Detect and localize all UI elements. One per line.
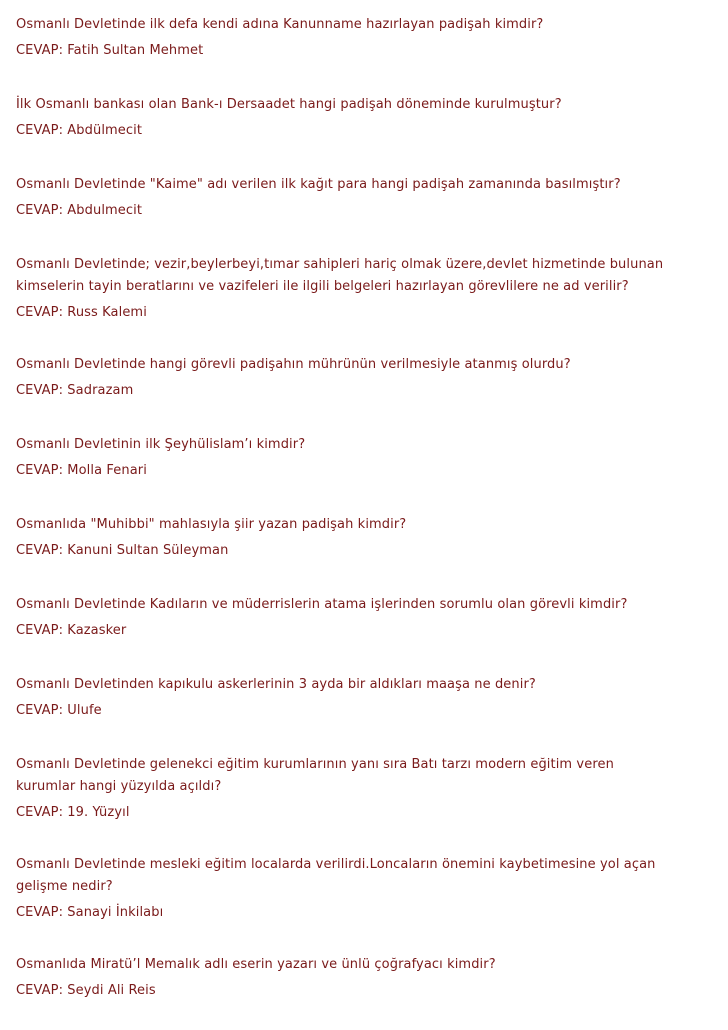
document-page [16, 0, 716, 1030]
question-line: Osmanlıda "Muhibbi" mahlasıyla şiir yazan padişah kimdir? [16, 517, 407, 532]
qa-block-7 [16, 514, 716, 562]
qa-block-2 [16, 94, 716, 142]
qa-block-3 [16, 174, 716, 222]
question-line: Osmanlı Devletinden kapıkulu askerlerinin 3 ayda bir aldıkları maaşa ne denir? [16, 677, 536, 692]
answer-line: CEVAP: Sadrazam [16, 383, 134, 398]
question-line: Osmanlı Devletinde; vezir,beylerbeyi,tımar sahipleri hariç olmak üzere,devlet hizmetinde bulunan [16, 257, 664, 272]
answer-line: CEVAP: Kanuni Sultan Süleyman [16, 543, 229, 558]
answer-line: CEVAP: 19. Yüzyıl [16, 805, 130, 820]
question-line: Osmanlı Devletinde hangi görevli padişahın mührünün verilmesiyle atanmış olurdu? [16, 357, 571, 372]
question-line: kurumlar hangi yüzyılda açıldı? [16, 779, 222, 794]
answer-line: CEVAP: Sanayi İnkilabı [16, 905, 164, 920]
question-line: Osmanlı Devletinde ilk defa kendi adına Kanunname hazırlayan padişah kimdir? [16, 17, 544, 32]
answer-line: CEVAP: Abdulmecit [16, 203, 143, 218]
question-line: Osmanlı Devletinde mesleki eğitim localarda verilirdi.Loncaların önemini kaybetimesine yol açan [16, 857, 656, 872]
question-line: Osmanlı Devletinde gelenekci eğitim kurumlarının yanı sıra Batı tarzı modern eğitim veren [16, 757, 614, 772]
answer-line: CEVAP: Russ Kalemi [16, 305, 147, 320]
answer-line: CEVAP: Seydi Ali Reis [16, 983, 156, 998]
qa-block-11 [16, 854, 716, 924]
answer-line: CEVAP: Abdülmecit [16, 123, 143, 138]
qa-block-12 [16, 954, 716, 1002]
answer-line: CEVAP: Ulufe [16, 703, 102, 718]
question-line: kimselerin tayin beratlarını ve vazifeleri ile ilgili belgeleri hazırlayan görevlilere ne ad verilir? [16, 279, 629, 294]
answer-line: CEVAP: Kazasker [16, 623, 127, 638]
qa-block-5 [16, 354, 716, 402]
question-line: Osmanlı Devletinde Kadıların ve müderrislerin atama işlerinden sorumlu olan görevli kimdir? [16, 597, 628, 612]
answer-line: CEVAP: Molla Fenari [16, 463, 147, 478]
qa-block-6 [16, 434, 716, 482]
question-line: Osmanlı Devletinin ilk Şeyhülislam’ı kimdir? [16, 437, 306, 452]
qa-block-10 [16, 754, 716, 824]
qa-block-8 [16, 594, 716, 642]
question-line: gelişme nedir? [16, 879, 113, 894]
qa-block-9 [16, 674, 716, 722]
question-line: İlk Osmanlı bankası olan Bank-ı Dersaadet hangi padişah döneminde kurulmuştur? [16, 97, 562, 112]
answer-line: CEVAP: Fatih Sultan Mehmet [16, 43, 204, 58]
qa-block-1 [16, 14, 716, 62]
question-line: Osmanlı Devletinde "Kaime" adı verilen ilk kağıt para hangi padişah zamanında basılmıştır? [16, 177, 621, 192]
qa-block-4 [16, 254, 716, 324]
question-line: Osmanlıda Miratü’l Memalık adlı eserin yazarı ve ünlü çoğrafyacı kimdir? [16, 957, 496, 972]
